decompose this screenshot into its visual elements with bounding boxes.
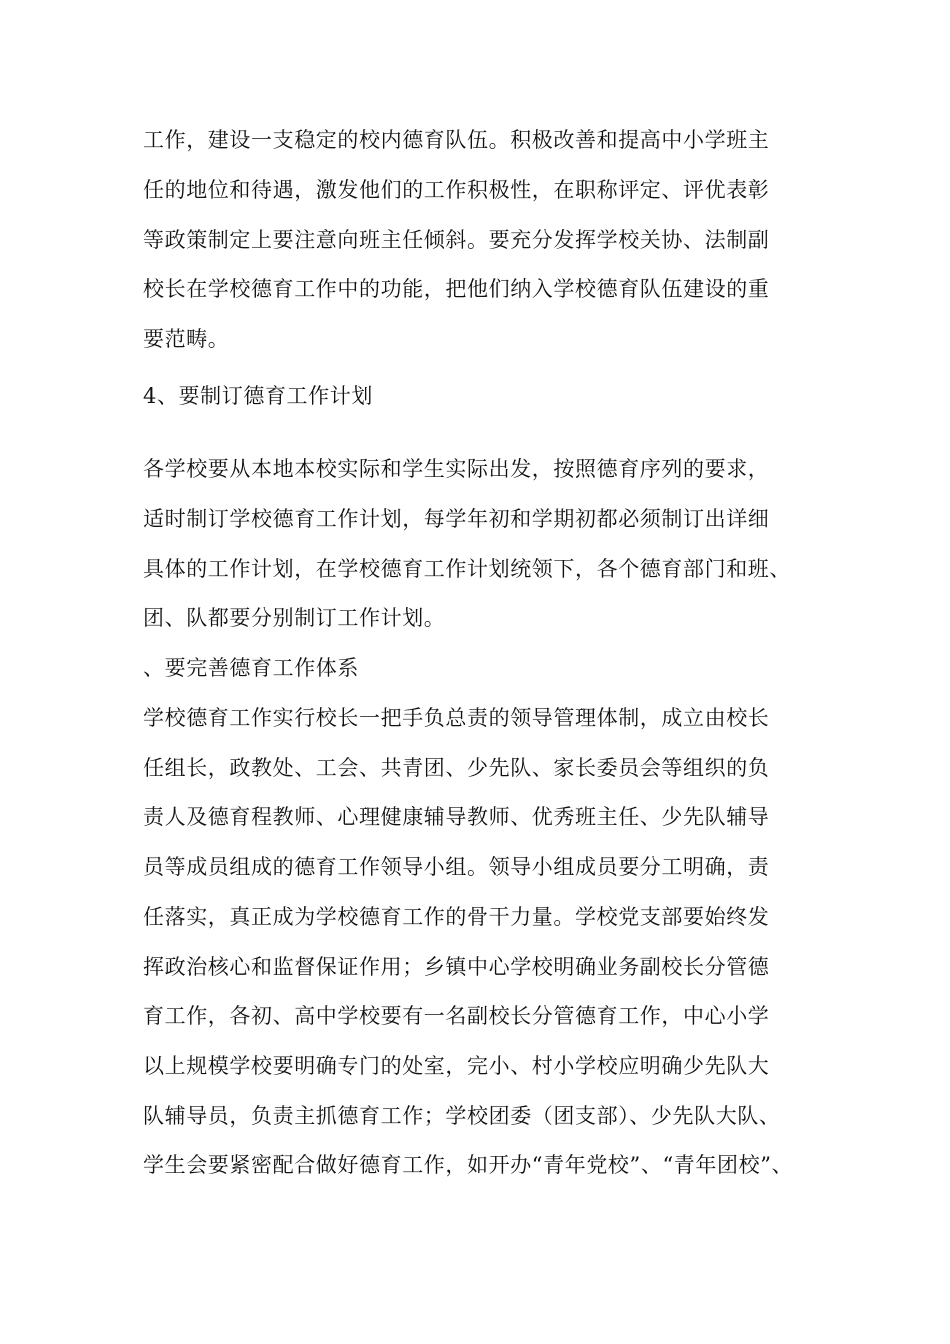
text-line: 各学校要从本地本校实际和学生实际出发，按照德育序列的要求， [143,457,770,481]
text-line: 要范畴。 [143,327,230,351]
text-line: 校长在学校德育工作中的功能，把他们纳入学校德育队伍建设的重 [143,277,770,301]
text-line: 工作，建设一支稳定的校内德育队伍。积极改善和提高中小学班主 [143,128,770,152]
text-line: 队辅导员，负责主抓德育工作；学校团委（团支部）、少先队大队、 [143,1104,781,1128]
text-line: 挥政治核心和监督保证作用；乡镇中心学校明确业务副校长分管德 [143,955,770,979]
text-line: 学生会要紧密配合做好德育工作，如开办“青年党校”、“青年团校”、 [143,1153,794,1177]
text-line: 任组长，政教处、工会、共青团、少先队、家长委员会等组织的负 [143,756,770,780]
text-line: 以上规模学校要明确专门的处室，完小、村小学校应明确少先队大 [143,1054,770,1078]
text-line: 团、队都要分别制订工作计划。 [143,606,446,630]
text-line: 适时制订学校德育工作计划，每学年初和学期初都必须制订出详细 [143,507,770,531]
text-line: 任的地位和待遇，激发他们的工作积极性，在职称评定、评优表彰 [143,178,770,202]
text-line: 员等成员组成的德育工作领导小组。领导小组成员要分工明确，责 [143,855,770,879]
text-line: 任落实，真正成为学校德育工作的骨干力量。学校党支部要始终发 [143,905,770,929]
text-line: 育工作，各初、高中学校要有一名副校长分管德育工作，中心小学 [143,1004,770,1028]
text-line: 等政策制定上要注意向班主任倾斜。要充分发挥学校关协、法制副 [143,228,770,252]
text-line: 学校德育工作实行校长一把手负总责的领导管理体制，成立由校长 [143,706,770,730]
section-heading: 4、要制订德育工作计划 [143,384,373,408]
text-line: 具体的工作计划，在学校德育工作计划统领下，各个德育部门和班、 [143,557,791,581]
text-line: 责人及德育程教师、心理健康辅导教师、优秀班主任、少先队辅导 [143,805,770,829]
section-heading: 、要完善德育工作体系 [143,656,359,680]
